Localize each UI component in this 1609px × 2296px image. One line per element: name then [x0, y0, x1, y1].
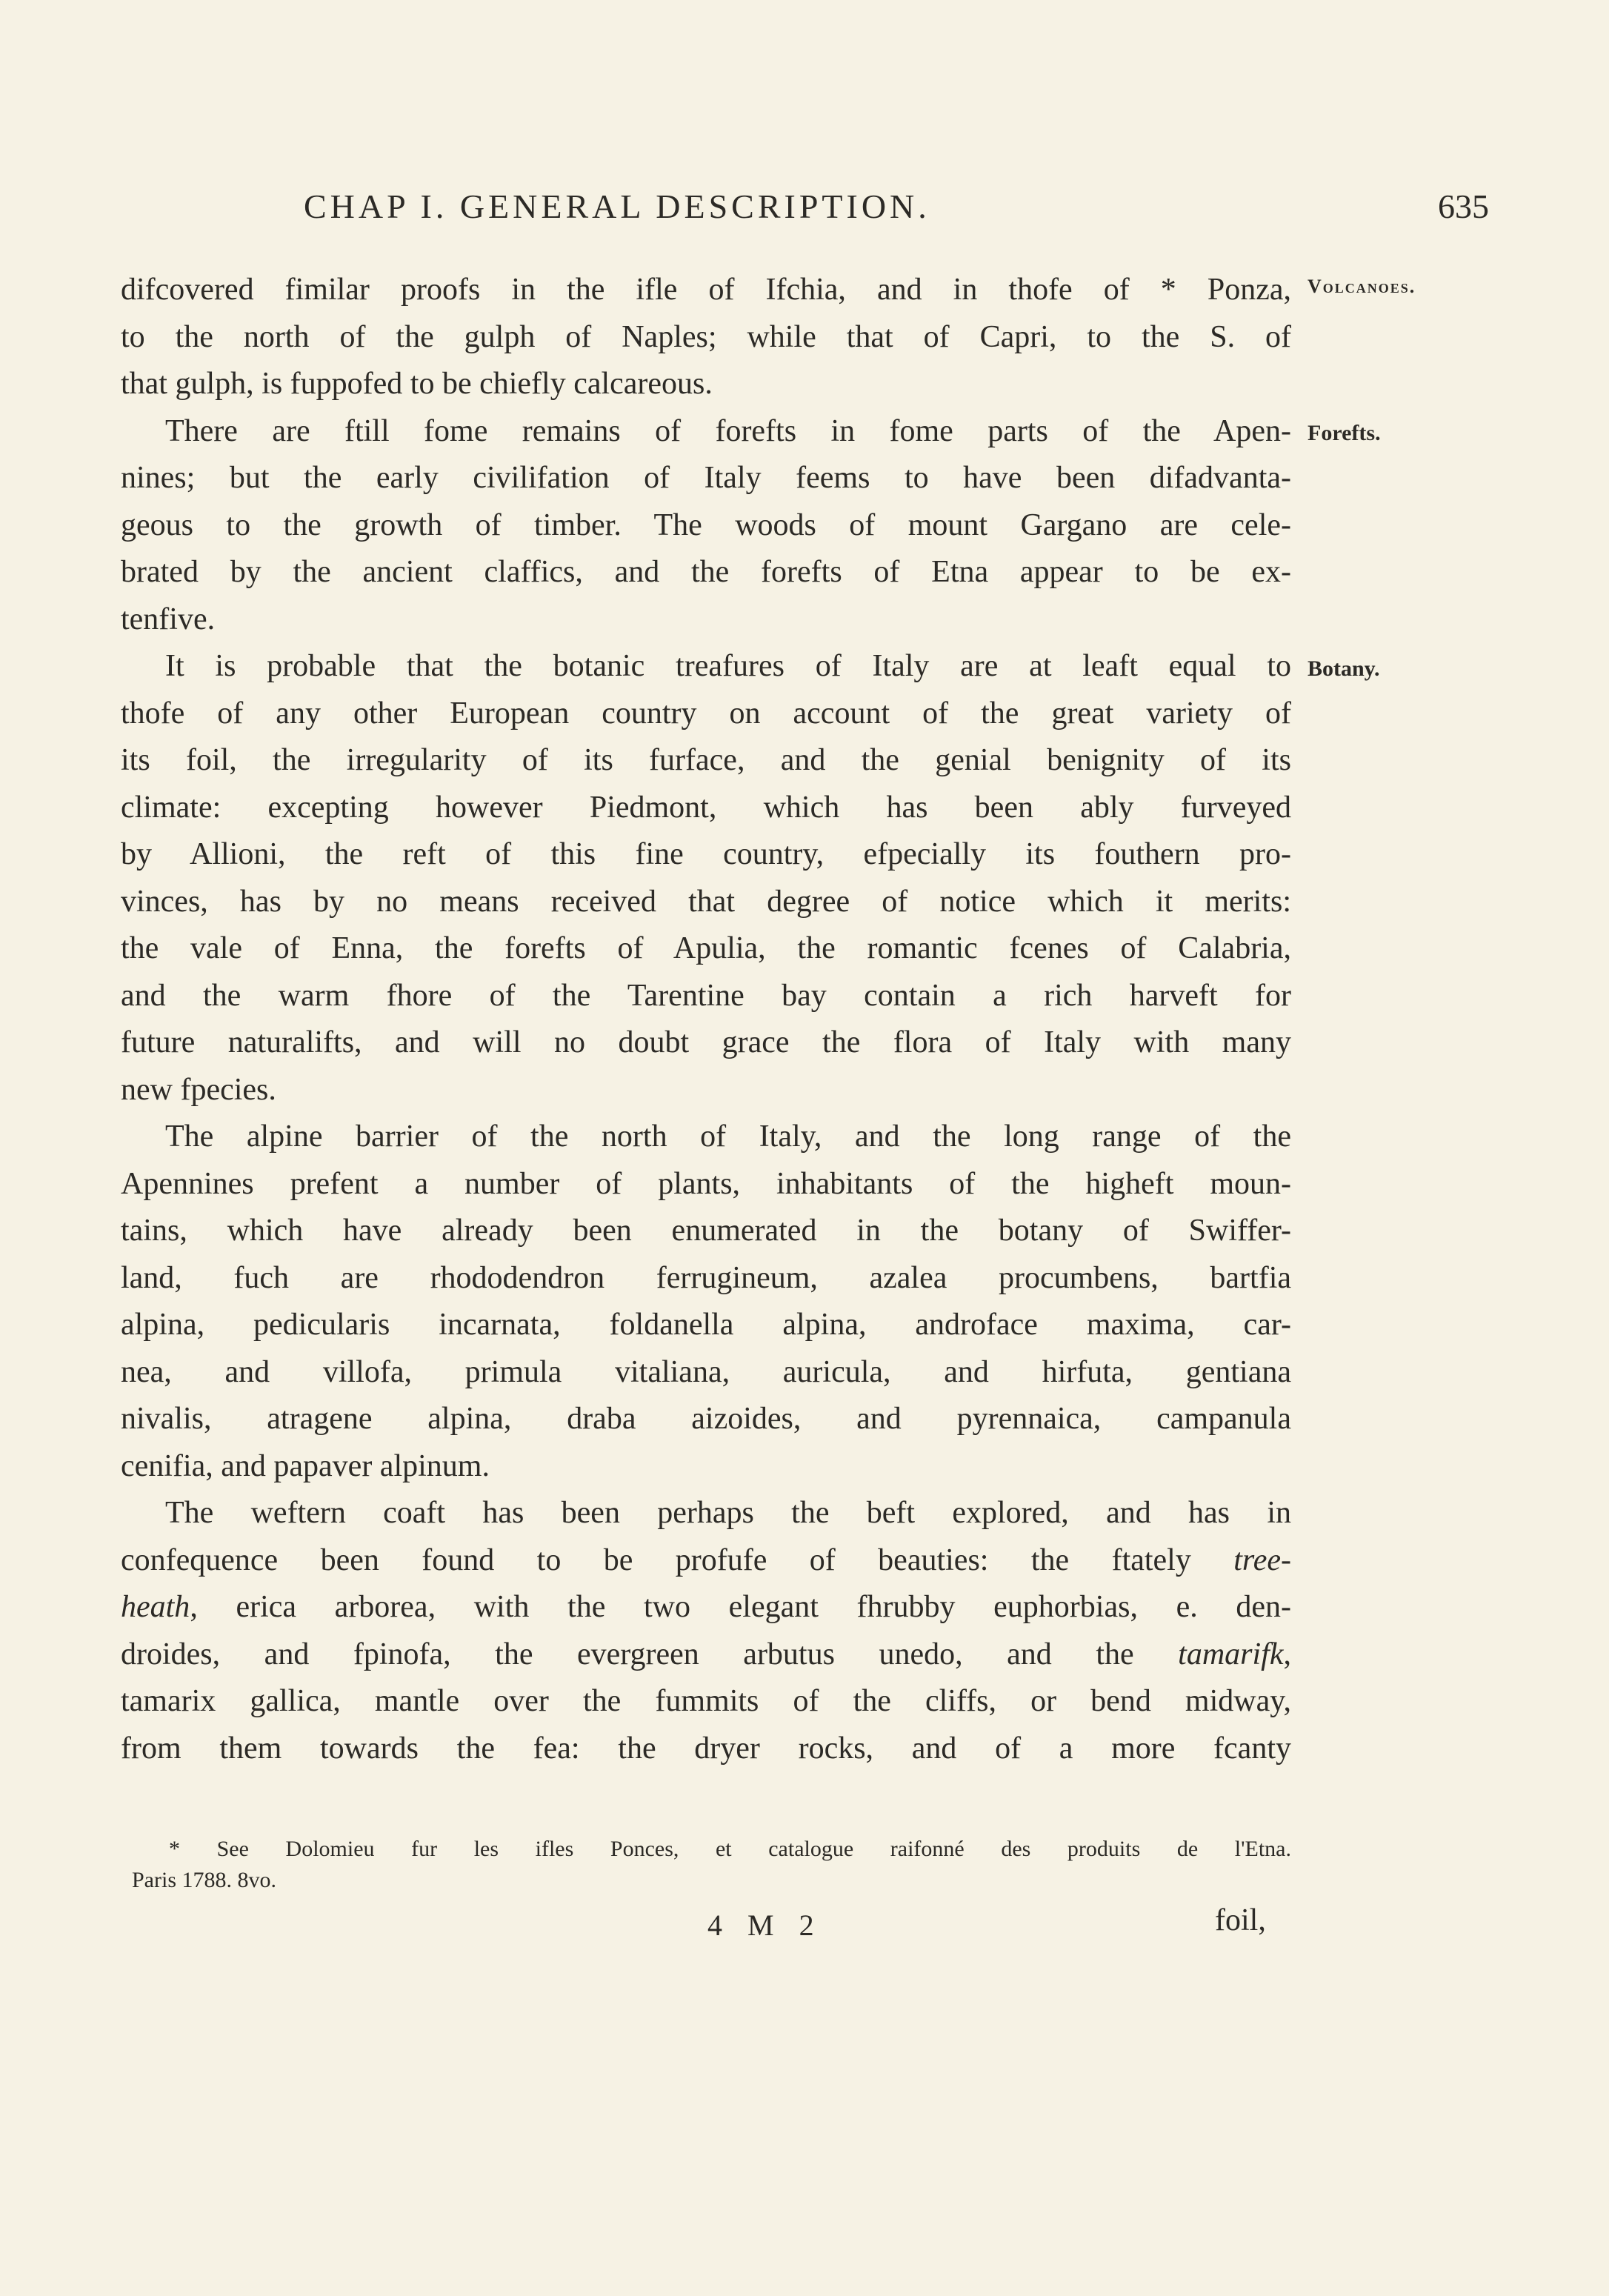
text-line: climate: excepting however Piedmont, which has been ably furveyed	[121, 790, 1291, 825]
text-line: nea, and villofa, primula vitaliana, auricula, and hirfuta, gentiana	[121, 1354, 1291, 1389]
text-line: alpina, pedicularis incarnata, foldanella alpina, androface maxima, car-	[121, 1308, 1291, 1342]
text-line: nivalis, atragene alpina, draba aizoides, and pyrennaica, campanula	[121, 1402, 1291, 1436]
text-line: tenfive.	[121, 602, 216, 636]
italic-term: tamarifk	[1178, 1637, 1284, 1671]
text-line: and the warm fhore of the Tarentine bay contain a rich harveft for	[121, 978, 1291, 1013]
text-segment: confequence been found to be profufe of beauties: the ftately	[121, 1543, 1234, 1577]
text-line	[121, 1537, 1291, 1585]
footnote-line: * See Dolomieu fur les ifles Ponces, et catalogue raifonné des produits de l'Etna.	[169, 1837, 1291, 1861]
text-line: from them towards the fea: the dryer rocks, and of a more fcanty	[121, 1731, 1291, 1766]
text-line: to the north of the gulph of Naples; while that of Capri, to the S. of	[121, 319, 1291, 354]
running-title: CHAP I. GENERAL DESCRIPTION.	[304, 187, 930, 225]
text-line: that gulph, is fuppofed to be chiefly calcareous.	[121, 367, 713, 401]
text-line: the vale of Enna, the forefts of Apulia, the romantic fcenes of Calabria,	[121, 931, 1291, 965]
text-line: The weftern coaft has been perhaps the beft explored, and has in	[165, 1496, 1291, 1530]
printer-signature: 4 M 2	[707, 1909, 823, 1942]
text-segment: ,	[1283, 1637, 1291, 1671]
text-line: There are ftill fome remains of forefts in fome parts of the Apen-	[165, 413, 1291, 448]
text-line: nines; but the early civilifation of Italy feems to have been difadvanta-	[121, 461, 1291, 495]
text-line: by Allioni, the reft of this fine country, efpecially its fouthern pro-	[121, 837, 1291, 871]
text-line: thofe of any other European country on account of the great variety of	[121, 696, 1291, 731]
text-line: its foil, the irregularity of its furface, and the genial benignity of its	[121, 743, 1291, 777]
text-line: tains, which have already been enumerated in the botany of Swiffer-	[121, 1214, 1291, 1248]
text-line: future naturalifts, and will no doubt grace the flora of Italy with many	[121, 1025, 1291, 1059]
italic-term: tree-	[1233, 1543, 1291, 1577]
text-line: geous to the growth of timber. The woods of mount Gargano are cele-	[121, 508, 1291, 542]
footnote	[132, 1834, 1291, 1896]
text-line: cenifia, and papaver alpinum.	[121, 1448, 490, 1483]
text-line: new fpecies.	[121, 1072, 276, 1107]
margin-note-volcanoes: Volcanoes.	[1307, 276, 1416, 297]
text-line	[121, 1631, 1291, 1679]
text-segment: , erica arborea, with the two elegant fhrubby euphorbias, e. den-	[190, 1590, 1291, 1624]
catchword: foil,	[1215, 1903, 1266, 1937]
text-line: difcovered fimilar proofs in the ifle of Ifchia, and in thofe of * Ponza,	[121, 273, 1291, 307]
text-line: land, fuch are rhododendron ferrugineum, azalea procumbens, bartfia	[121, 1260, 1291, 1295]
text-line: The alpine barrier of the north of Italy, and the long range of the	[165, 1119, 1291, 1154]
text-line: It is probable that the botanic treafures of Italy are at leaft equal to	[165, 649, 1291, 683]
italic-term: heath	[121, 1590, 190, 1624]
text-line: tamarix gallica, mantle over the fummits of the cliffs, or bend midway,	[121, 1684, 1291, 1718]
text-line: Apennines prefent a number of plants, inhabitants of the higheft moun-	[121, 1166, 1291, 1201]
text-line: brated by the ancient claffics, and the forefts of Etna appear to be ex-	[121, 555, 1291, 589]
footnote-line: Paris 1788. 8vo.	[132, 1868, 276, 1892]
page-number: 635	[1438, 187, 1489, 225]
text-segment: droides, and fpinofa, the evergreen arbutus unedo, and the	[121, 1637, 1179, 1671]
text-line	[121, 1584, 1291, 1631]
text-line: vinces, has by no means received that degree of notice which it merits:	[121, 884, 1291, 919]
margin-note-botany: Botany.	[1307, 656, 1380, 681]
margin-note-forests: Forefts.	[1307, 421, 1381, 445]
body-text	[121, 267, 1291, 1772]
page-header	[119, 187, 1489, 231]
